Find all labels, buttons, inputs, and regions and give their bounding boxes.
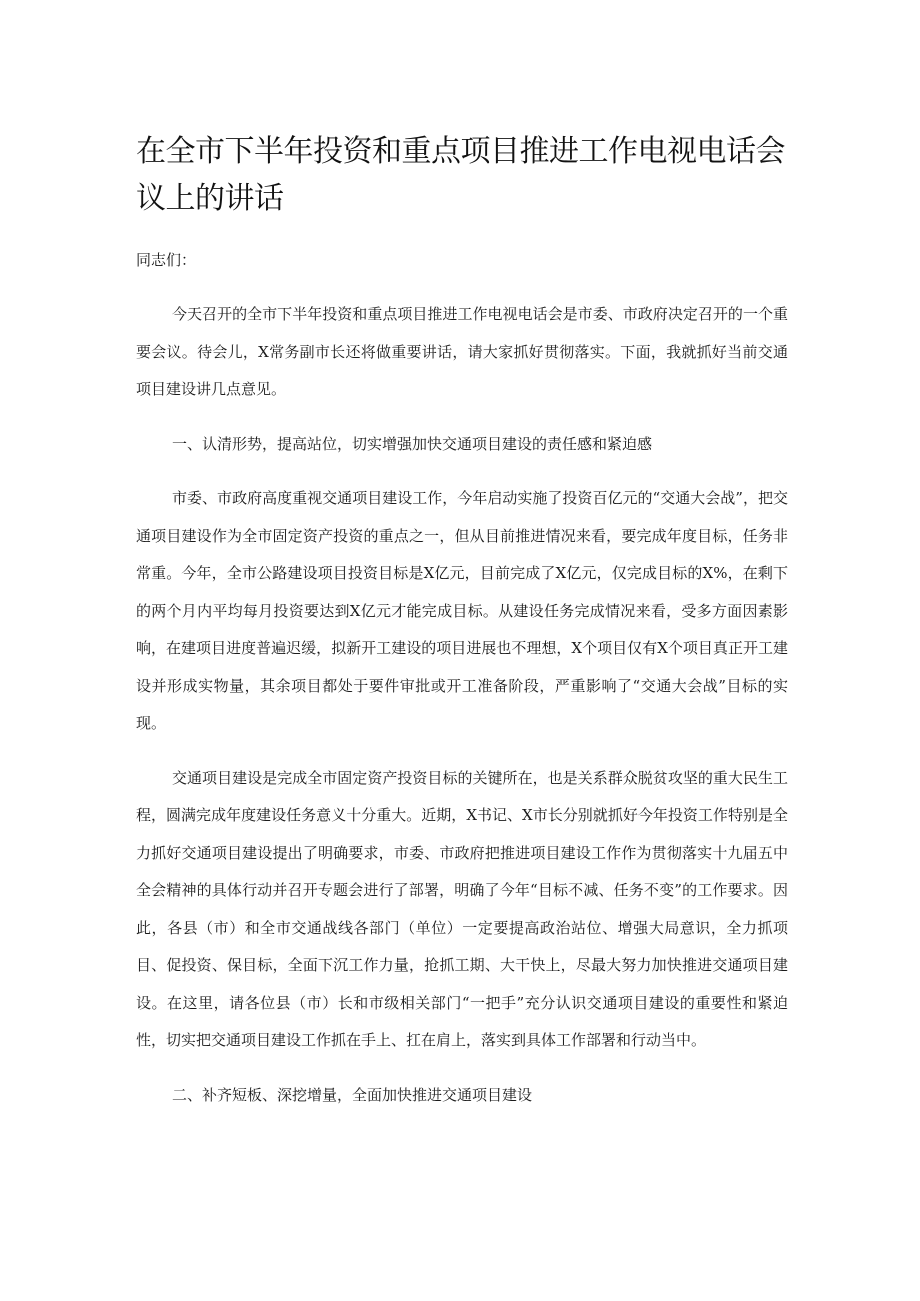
- section-heading-1: 一、认清形势，提高站位，切实增强加快交通项目建设的责任感和紧迫感: [172, 434, 653, 453]
- section-1-paragraph-1: 市委、市政府高度重视交通项目建设工作，今年启动实施了投资百亿元的“交通大会战”，把交通项目建设作为全市固定资产投资的重点之一，但从目前推进情况来看，要完成年度目标，任务非常重。今年，全市公路建设项目投资目标是X亿元，目前完成了X亿元，仅完成目标的X%，在剩下的两个月内平均每月投资要达到X亿元才能完成目标。从建设任务完成情况来看，受多方面因素影响，在建项目进度普遍迟缓，拟新开工建设的项目进展也不理想，X个项目仅有X个项目真正开工建设并形成实物量，其余项目都处于要件审批或开工准备阶段，严重影响了“交通大会战”目标的实现。: [136, 489, 788, 732]
- opening-paragraph: 今天召开的全市下半年投资和重点项目推进工作电视电话会是市委、市政府决定召开的一个重要会议。待会儿，X常务副市长还将做重要讲话，请大家抓好贯彻落实。下面，我就抓好当前交通项目建设讲几点意见。: [136, 305, 788, 398]
- section-1-paragraph-2: 交通项目建设是完成全市固定资产投资目标的关键所在，也是关系群众脱贫攻坚的重大民生工程，圆满完成年度建设任务意义十分重大。近期，X书记、X市长分别就抓好今年投资工作特别是全力抓好交通项目建设提出了明确要求，市委、市政府把推进项目建设工作作为贯彻落实十九届五中全会精神的具体行动并召开专题会进行了部署，明确了今年“目标不减、任务不变”的工作要求。因此，各县（市）和全市交通战线各部门（单位）一定要提高政治站位、增强大局意识，全力抓项目、促投资、保目标，全面下沉工作力量，抢抓工期、大干快上，尽最大努力加快推进交通项目建设。在这里，请各位县（市）长和市级相关部门“一把手”充分认识交通项目建设的重要性和紧迫性，切实把交通项目建设工作抓在手上、扛在肩上，落实到具体工作部署和行动当中。: [136, 768, 788, 1049]
- document-page: [136, 128, 788, 1114]
- document-title: 在全市下半年投资和重点项目推进工作电视电话会议上的讲话: [136, 134, 785, 216]
- salutation: 同志们：: [136, 251, 197, 269]
- section-heading-2: 二、补齐短板、深挖增量，全面加快推进交通项目建设: [172, 1085, 533, 1104]
